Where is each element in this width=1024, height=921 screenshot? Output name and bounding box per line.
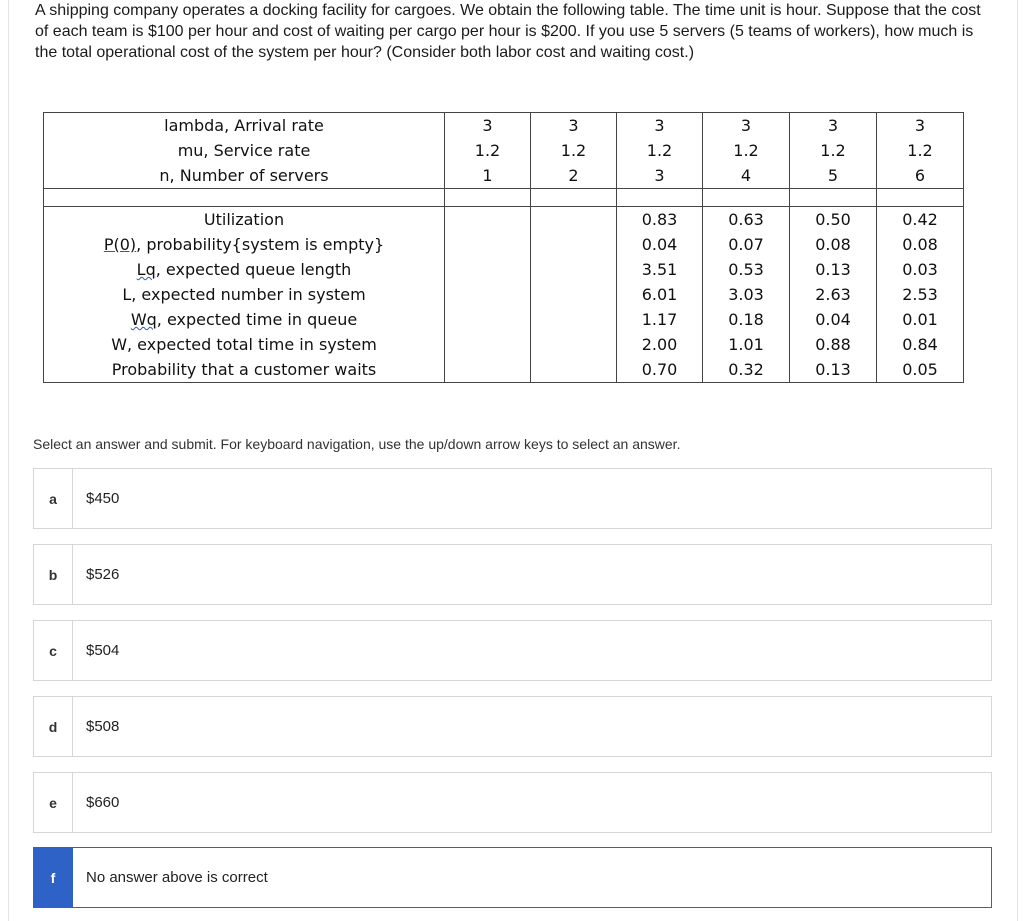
table-row-pwait (44, 357, 964, 383)
table-cell: 0.50 (790, 207, 877, 233)
answer-option-c[interactable] (33, 620, 992, 681)
option-text: $526 (86, 566, 120, 583)
table-cell (445, 232, 531, 257)
answer-instructions: Select an answer and submit. For keyboard navigation, use the up/down arrow keys to select an answer. (33, 436, 681, 452)
answer-option-d[interactable] (33, 696, 992, 757)
answer-option-f[interactable] (33, 847, 992, 908)
table-cell (531, 307, 617, 332)
table-cell: 0.70 (617, 357, 703, 383)
option-key: c (34, 621, 73, 680)
table-cell: 1.2 (531, 138, 617, 163)
table-cell: 2.00 (617, 332, 703, 357)
table-cell: 3 (445, 113, 531, 139)
row-label: Utilization (44, 207, 445, 233)
table-row-arrival (44, 113, 964, 139)
table-cell: 2.63 (790, 282, 877, 307)
table-cell (531, 332, 617, 357)
option-key: b (34, 545, 73, 604)
table-cell: 0.84 (877, 332, 964, 357)
table-cell: 4 (703, 163, 790, 189)
table-cell: 2 (531, 163, 617, 189)
table-cell: 0.05 (877, 357, 964, 383)
table-cell: 3 (617, 113, 703, 139)
row-label: W, expected total time in system (44, 332, 445, 357)
option-key: f (34, 848, 73, 907)
option-key: a (34, 469, 73, 528)
table-cell: 0.18 (703, 307, 790, 332)
table-cell (445, 332, 531, 357)
table-cell: 3 (617, 163, 703, 189)
page-edge-right (1017, 0, 1018, 921)
table-cell: 0.03 (877, 257, 964, 282)
table-cell: 1.2 (790, 138, 877, 163)
table-row-servers (44, 163, 964, 189)
table-cell: 2.53 (877, 282, 964, 307)
table-cell: 1 (445, 163, 531, 189)
table-cell: 6.01 (617, 282, 703, 307)
option-text: $450 (86, 490, 120, 507)
table-cell: 1.2 (703, 138, 790, 163)
queue-table-figure (10, 82, 1016, 418)
table-cell: 1.2 (445, 138, 531, 163)
row-label: P(0), probability{system is empty} (44, 232, 445, 257)
table-cell: 0.04 (617, 232, 703, 257)
table-cell (531, 257, 617, 282)
table-cell (445, 357, 531, 383)
table-cell: 0.83 (617, 207, 703, 233)
option-key: e (34, 773, 73, 832)
page-edge-left (8, 0, 9, 921)
table-row-l (44, 282, 964, 307)
queue-table (43, 112, 964, 383)
table-cell (445, 282, 531, 307)
table-cell: 0.13 (790, 357, 877, 383)
table-cell (445, 257, 531, 282)
table-cell: 0.88 (790, 332, 877, 357)
row-label: mu, Service rate (44, 138, 445, 163)
table-cell: 1.2 (617, 138, 703, 163)
table-cell: 6 (877, 163, 964, 189)
table-cell: 3 (703, 113, 790, 139)
option-text: $504 (86, 642, 120, 659)
table-cell: 0.04 (790, 307, 877, 332)
table-cell (445, 207, 531, 233)
table-row-service (44, 138, 964, 163)
table-cell (531, 232, 617, 257)
option-text: No answer above is correct (86, 869, 268, 886)
table-cell: 3.03 (703, 282, 790, 307)
table-cell: 0.13 (790, 257, 877, 282)
row-label: L, expected number in system (44, 282, 445, 307)
table-cell: 0.08 (877, 232, 964, 257)
row-label: Lq, expected queue length (44, 257, 445, 282)
option-key: d (34, 697, 73, 756)
table-cell: 5 (790, 163, 877, 189)
table-cell: 0.32 (703, 357, 790, 383)
table-cell: 0.42 (877, 207, 964, 233)
table-cell (531, 282, 617, 307)
option-text: $508 (86, 718, 120, 735)
table-cell: 1.2 (877, 138, 964, 163)
row-label: n, Number of servers (44, 163, 445, 189)
answer-option-b[interactable] (33, 544, 992, 605)
table-cell: 3 (531, 113, 617, 139)
table-cell: 0.08 (790, 232, 877, 257)
row-label: Wq, expected time in queue (44, 307, 445, 332)
answer-option-e[interactable] (33, 772, 992, 833)
table-cell: 1.17 (617, 307, 703, 332)
table-cell: 1.01 (703, 332, 790, 357)
table-cell: 3.51 (617, 257, 703, 282)
table-row-p0 (44, 232, 964, 257)
option-text: $660 (86, 794, 120, 811)
table-row-wq (44, 307, 964, 332)
table-cell: 0.07 (703, 232, 790, 257)
table-cell: 3 (790, 113, 877, 139)
row-label: Probability that a customer waits (44, 357, 445, 383)
table-cell: 0.53 (703, 257, 790, 282)
question-text: A shipping company operates a docking facility for cargoes. We obtain the following table. The time unit is hour. Suppose that the cost of each team is $100 per hour and cost of waiting per cargo per hour is $200. If you use 5 servers (5 teams of workers), how much is the total operational cost of the system per hour? (Consider both labor cost and waiting cost.) (35, 2, 981, 61)
table-cell (445, 307, 531, 332)
table-cell: 0.01 (877, 307, 964, 332)
table-row-w (44, 332, 964, 357)
table-row-utilization (44, 207, 964, 233)
table-cell: 3 (877, 113, 964, 139)
table-spacer-row (44, 189, 964, 207)
table-cell (531, 357, 617, 383)
row-label: lambda, Arrival rate (44, 113, 445, 139)
table-cell: 0.63 (703, 207, 790, 233)
answer-option-a[interactable] (33, 468, 992, 529)
table-cell (531, 207, 617, 233)
table-row-lq (44, 257, 964, 282)
